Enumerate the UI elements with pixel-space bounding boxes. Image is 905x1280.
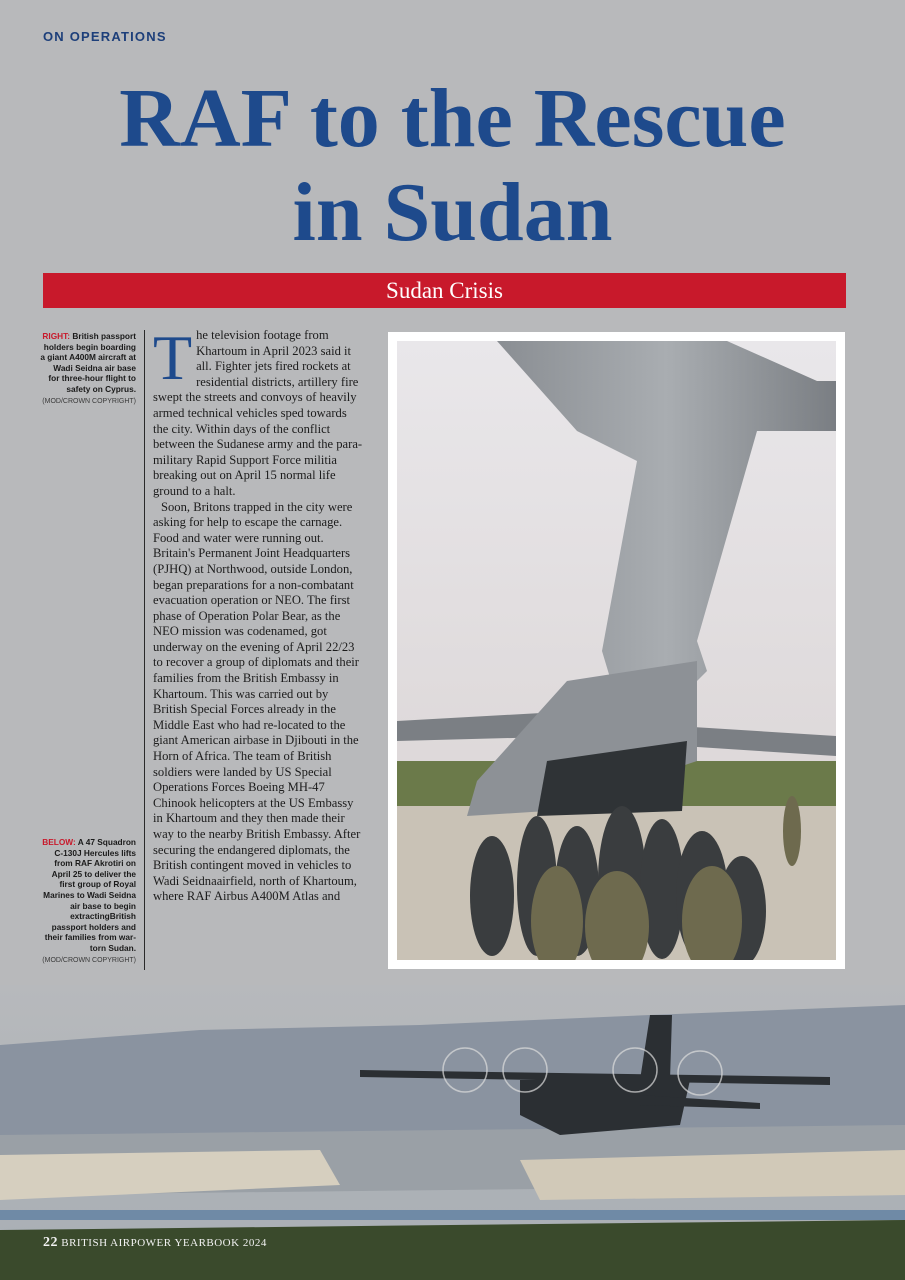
caption-right-text: British passport holders begin boarding a giant A400M aircraft at Wadi Seidna air base for three-hour flight to safety on Cyprus. (40, 331, 136, 394)
publication-name: BRITISH AIRPOWER YEARBOOK 2024 (61, 1237, 267, 1249)
caption-below (40, 837, 136, 966)
article-paragraph-1-text: he television footage from Khartoum in April 2023 said it all. Fighter jets fired rockets at residential districts, artillery fire swept the streets and convoys of heavily armed technical vehicles sped towards the city. Within days of the conflict between the Sudanese army and the para-military Rapid Support Force militia breaking out on April 15 normal life ground to a halt. (153, 328, 363, 498)
boarding-photo-frame (388, 332, 845, 969)
article-paragraph-2: Soon, Britons trapped in the city were asking for help to escape the carnage. Food and water were running out. Britain's Permanent Joint Headquarters (PJHQ) at Northwood, outside London, began preparations for a non-combatant evacuation operation or NEO. The first phase of Operation Polar Bear, as the NEO mission was codenamed, got underway on the evening of April 22/23 to recover a group of diplomats and their families from the British Embassy in Khartoum. This was carried out by British Special Forces already in the Middle East who had re-located to the giant American airbase in Djibouti in the Horn of Africa. The team of British soldiers were landed by US Special Operations Forces Boeing MH-47 Chinook helicopters at the US Embassy in Khartoum and they then made their way to the nearby British Embassy. After securing the endangered diplomats, the British contingent moved in vehicles to Wadi Seidnaairfield, north of Khartoum, where RAF Airbus A400M Atlas and (153, 499, 361, 904)
a400m-boarding-photo (397, 341, 836, 960)
section-label: ON OPERATIONS (43, 29, 167, 44)
drop-cap: T (153, 322, 193, 393)
page-number: 22 (43, 1235, 58, 1250)
section-banner: Sudan Crisis (43, 273, 846, 308)
headline (0, 72, 905, 260)
page-footer (43, 1235, 267, 1251)
caption-right-credit: (MOD/CROWN COPYRIGHT) (42, 397, 136, 405)
headline-line-1: RAF to the Rescue (119, 72, 786, 165)
caption-below-text: A 47 Squadron C-130J Hercules lifts from RAF Akrotiri on April 25 to deliver the first group of Royal Marines to Wadi Seidna air base to begin extractingBritish passport holders and their families from war-torn Sudan. (43, 837, 136, 953)
column-rule (144, 330, 145, 970)
caption-right-lead: RIGHT: (42, 331, 71, 341)
article-paragraph-1 (153, 322, 365, 500)
caption-below-credit: (MOD/CROWN COPYRIGHT) (42, 956, 136, 964)
caption-below-lead: BELOW: (42, 837, 76, 847)
headline-line-2: in Sudan (292, 166, 613, 259)
caption-right (40, 331, 136, 407)
article-body (153, 322, 365, 905)
